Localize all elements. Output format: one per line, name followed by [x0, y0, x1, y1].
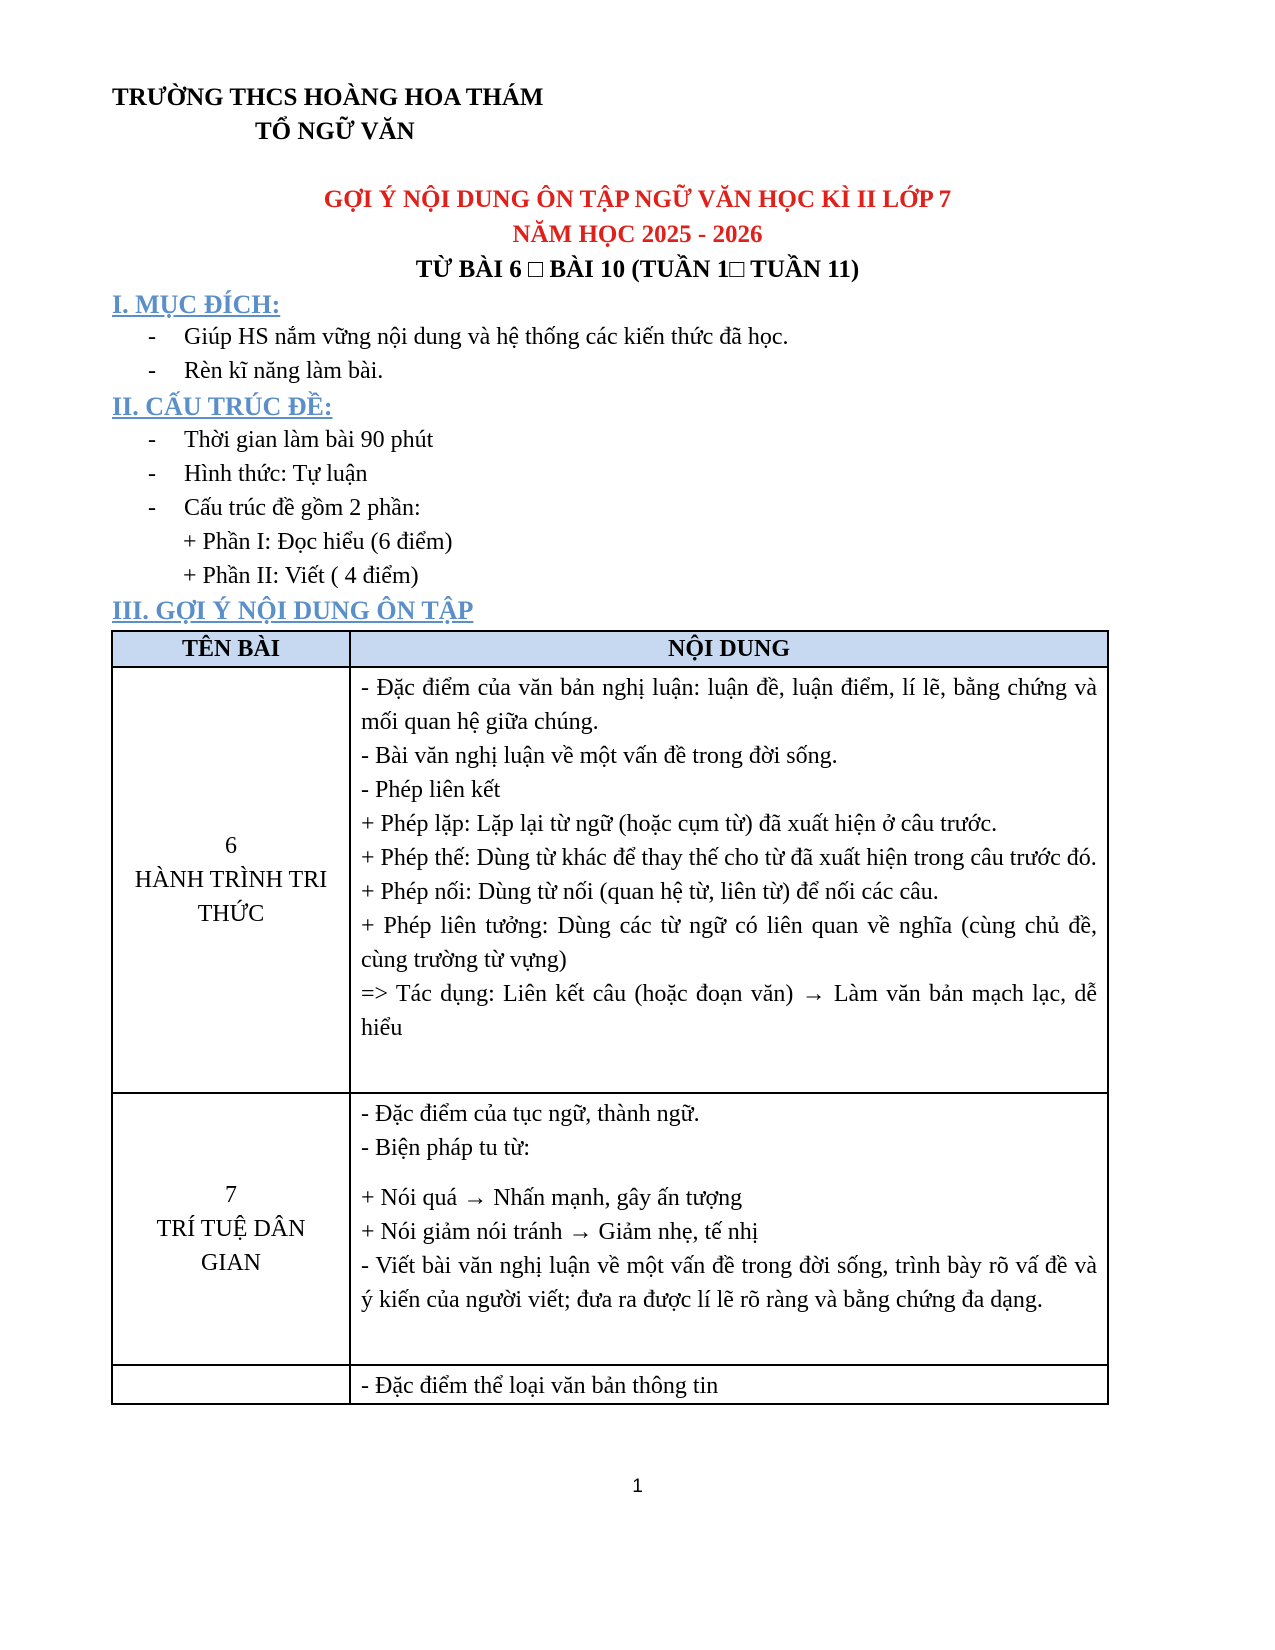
- lesson-name-cell: [112, 667, 350, 1093]
- column-header-lesson: TÊN BÀI: [112, 631, 350, 667]
- table-row: [112, 1365, 1108, 1404]
- content-line: - Đặc điểm của văn bản nghị luận: luận đề, luận điểm, lí lẽ, bằng chứng và mối quan hệ giữa chúng.: [361, 675, 1097, 735]
- lesson-title-line: HÀNH TRÌNH TRI: [134, 867, 328, 893]
- table-header-row: [112, 631, 1108, 667]
- structure-item: - Thời gian làm bài 90 phút: [148, 427, 434, 453]
- lesson-content-cell: [350, 1365, 1108, 1404]
- content-line: + Phép liên tưởng: Dùng các từ ngữ có liên quan về nghĩa (cùng chủ đề, cùng trường từ vựng): [361, 913, 1097, 973]
- content-line: + Phép thế: Dùng từ khác để thay thế cho từ đã xuất hiện trong câu trước đó.: [361, 845, 1097, 871]
- department-name: TỔ NGỮ VĂN: [255, 118, 415, 145]
- content-line: + Nói giảm nói tránh → Giảm nhẹ, tế nhị: [361, 1219, 759, 1245]
- section-structure-heading: II. CẤU TRÚC ĐỀ:: [112, 392, 333, 421]
- lesson-content-cell: [350, 1093, 1108, 1365]
- purpose-item: - Giúp HS nắm vững nội dung và hệ thống các kiến thức đã học.: [148, 324, 789, 350]
- lesson-content-cell: [350, 667, 1108, 1093]
- content-line: => Tác dụng: Liên kết câu (hoặc đoạn văn) → Làm văn bản mạch lạc, dễ hiểu: [361, 981, 1097, 1041]
- structure-subitem: + Phần II: Viết ( 4 điểm): [183, 563, 419, 589]
- page-number: 1: [632, 1476, 643, 1497]
- lesson-title-line: TRÍ TUỆ DÂN: [156, 1216, 306, 1242]
- lesson-number: 7: [225, 1182, 237, 1208]
- document-title: GỢI Ý NỘI DUNG ÔN TẬP NGỮ VĂN HỌC KÌ II LỚP 7: [323, 186, 952, 213]
- content-line: - Bài văn nghị luận về một vấn đề trong đời sống.: [361, 743, 838, 769]
- section-purpose-heading: I. MỤC ĐÍCH:: [112, 290, 281, 319]
- content-line: - Biện pháp tu từ:: [361, 1135, 530, 1161]
- structure-item: - Cấu trúc đề gồm 2 phần:: [148, 495, 421, 521]
- column-header-content: NỘI DUNG: [350, 631, 1108, 667]
- lesson-number: 6: [225, 833, 237, 859]
- lesson-range: TỪ BÀI 6 □ BÀI 10 (TUẦN 1□ TUẦN 11): [415, 256, 860, 283]
- lesson-name-cell: [112, 1365, 350, 1404]
- table-row: [112, 667, 1108, 1093]
- review-content-table: [111, 630, 1109, 1405]
- content-line: + Phép nối: Dùng từ nối (quan hệ từ, liên từ) để nối các câu.: [361, 879, 939, 905]
- section-review-heading: III. GỢI Ý NỘI DUNG ÔN TẬP: [112, 596, 474, 625]
- content-line: + Nói quá → Nhấn mạnh, gây ấn tượng: [361, 1185, 743, 1211]
- content-spacer: [361, 1165, 1097, 1181]
- structure-subitem: + Phần I: Đọc hiểu (6 điểm): [183, 529, 453, 555]
- purpose-item: - Rèn kĩ năng làm bài.: [148, 358, 384, 384]
- school-year: NĂM HỌC 2025 - 2026: [512, 221, 763, 248]
- school-name: TRƯỜNG THCS HOÀNG HOA THÁM: [112, 84, 544, 111]
- content-line: - Viết bài văn nghị luận về một vấn đề trong đời sống, trình bày rõ vấ đề và ý kiến của người viết; đưa ra được lí lẽ rõ ràng và bằng chứng đa dạng.: [361, 1253, 1097, 1313]
- lesson-name-cell: [112, 1093, 350, 1365]
- content-line: + Phép lặp: Lặp lại từ ngữ (hoặc cụm từ) đã xuất hiện ở câu trước.: [361, 811, 998, 837]
- lesson-title-line: GIAN: [201, 1250, 261, 1276]
- lesson-title-line: THỨC: [197, 901, 265, 927]
- structure-item: - Hình thức: Tự luận: [148, 461, 368, 487]
- table-row: [112, 1093, 1108, 1365]
- content-line: - Đặc điểm của tục ngữ, thành ngữ.: [361, 1101, 700, 1127]
- content-line: - Phép liên kết: [361, 777, 501, 803]
- content-line: - Đặc điểm thể loại văn bản thông tin: [361, 1373, 719, 1399]
